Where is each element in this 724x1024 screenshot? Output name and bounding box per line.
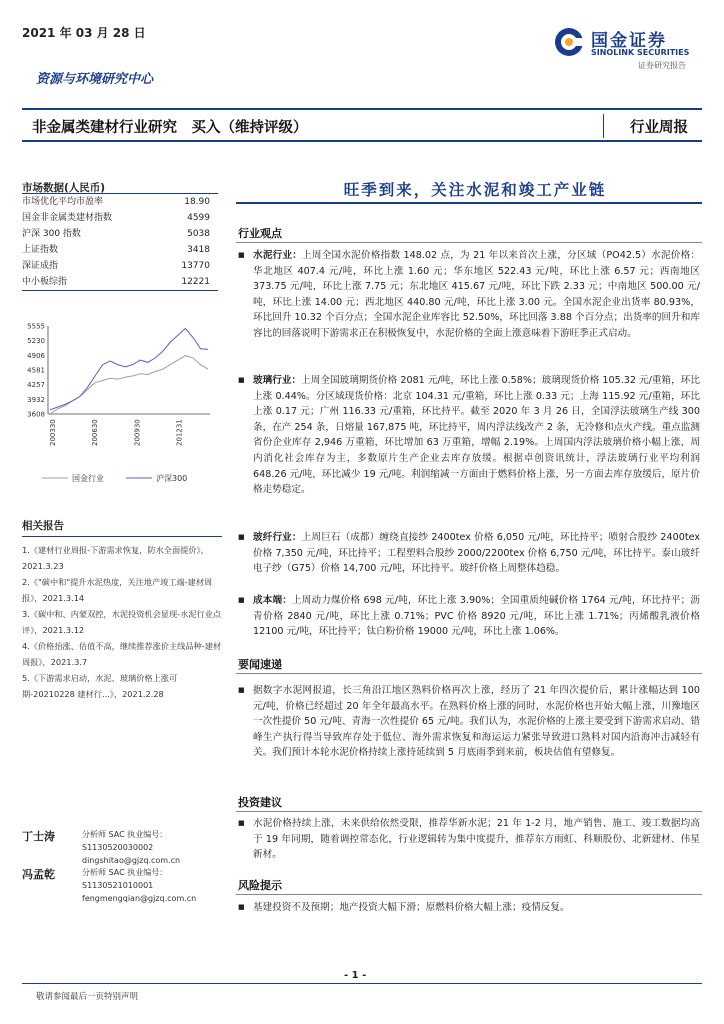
section-industry-view: 行业观点	[238, 227, 282, 240]
logo-mark-icon	[553, 26, 585, 58]
report-date: 2021 年 03 月 28 日	[22, 26, 146, 40]
market-value: 3418	[187, 245, 210, 255]
market-row	[22, 226, 218, 242]
market-label: 国金非金属类建材指数	[22, 213, 113, 223]
market-row	[22, 242, 218, 258]
section-rule	[236, 242, 702, 243]
logo-chinese-name: 国金证券	[591, 31, 667, 51]
market-label: 市场优化平均市盈率	[22, 197, 104, 207]
y-tick-label: 4581	[27, 366, 45, 375]
bullet-icon: ■	[238, 686, 245, 694]
section-risk: 风险提示	[238, 879, 282, 892]
series-line-hs300	[50, 329, 208, 410]
header-divider	[603, 114, 604, 138]
bullet-icon: ■	[238, 251, 245, 259]
market-data-title: 市场数据(人民币)	[22, 182, 106, 194]
bullet-icon: ■	[238, 533, 245, 541]
paragraph-investment	[238, 816, 700, 863]
paragraph-body: 据数字水泥网报道，长三角沿江地区熟料价格再次上涨，经历了 21 年四次提价后，累计涨幅达到 100 元/吨，价格已经超过 20 年全年最高水平。在熟料价格上涨的同时，水泥价格也开始大幅上涨，川豫地区一次性提价 50 元/吨、青海一次性提价 65 元/吨。我们认为，水泥价格的上涨主要受到下游需求启动、错峰生产执行得当导致库存处于低位、海外需求恢复和海运运力紧张导致进口熟料对国内沿海冲击减轻有关。我们预计本轮水泥价格持续上涨持延续到 5 月底雨季到来前，板块估值有望修复。	[253, 685, 700, 759]
market-value: 18.90	[184, 197, 210, 207]
logo-english-name: SINOLINK SECURITIES	[591, 48, 690, 57]
company-logo	[553, 22, 703, 64]
y-tick-label: 4257	[27, 381, 45, 390]
market-label: 上证指数	[22, 245, 59, 255]
paragraph-body: 水泥价格持续上涨，未来供给依然受限，推荐华新水泥；21 年 1-2 月，地产销售、施工、竣工数据均高于 19 年同期，随着调控常态化，行业逻辑转为集中度提升，推荐东方雨虹、科顺股份、北新建材、伟星新材。	[253, 818, 700, 861]
paragraph-body: 上周全国玻璃期货价格 2081 元/吨，环比上涨 0.58%；玻璃现货价格 105.32 元/重箱，环比上涨 0.44%。分区域现货价格：北京 104.31 元/重箱，环比上涨 0.33 元；上海 115.92 元/重箱，环比上涨 0.17 元；广州 116.33 元/重箱，环比持平。截至 2020 年 3 月 26 日，全国浮法玻璃生产线 300 条，在产 254 条，日熔量 167,875 吨，环比持平，周内浮法线改产 2 条，无冷修和点火产线。重点监测省份企业库存 2,946 万重箱，环比增加 63 万重箱，增幅 2.19%。上周国内浮法玻璃价格小幅上涨，周内消化社会库存为主，多数原片生产企业去库存放缓。根据卓创资讯统计，浮法玻璃行业平均利润 648.26 元/吨，环比减少 19 元/吨。利润缩减一方面由于燃料价格上涨，另一方面去库存放缓后，原片价格走势稳定。	[253, 375, 701, 496]
paragraph-fiberglass	[238, 530, 700, 577]
footer-rule	[22, 983, 702, 984]
related-reports	[22, 518, 222, 702]
report-title: 非金属类建材行业研究 买入（维持评级）	[32, 120, 308, 136]
x-tick-label: 200930	[133, 419, 142, 446]
paragraph-body: 上周动力煤价格 698 元/吨，环比上涨 3.90%；全国重质纯碱价格 1764 元/吨，环比持平；沥青价格 2840 元/吨，环比上涨 0.71%；PVC 价格 8920 元/吨，环比上涨 1.71%；丙烯酸乳液价格 12100 元/吨，环比持平；钛白粉价格 19000 元/吨，环比上涨 1.06%。	[253, 595, 700, 638]
bullet-icon: ■	[238, 596, 245, 604]
market-value: 13770	[181, 261, 210, 271]
market-label: 深证成指	[22, 261, 59, 271]
section-investment: 投资建议	[238, 796, 282, 809]
related-reports-title: 相关报告	[22, 518, 222, 537]
section-news: 要闻速递	[238, 658, 282, 671]
analyst-name: 冯孟乾	[22, 868, 55, 881]
paragraph-lead: 水泥行业：	[253, 250, 303, 261]
market-value: 12221	[181, 277, 210, 287]
bullet-icon: ■	[238, 376, 245, 384]
legend-label-industry: 国金行业	[72, 474, 104, 483]
section-rule	[236, 811, 702, 812]
analyst-email[interactable]: dingshitao@gjzq.com.cn	[82, 856, 181, 865]
market-label: 沪深 300 指数	[22, 229, 81, 239]
analyst-email[interactable]: fengmengqian@gjzq.com.cn	[82, 894, 197, 903]
title-band	[22, 108, 702, 142]
related-report-item[interactable]: 4.《价格抬涨、估值不高，继续推荐涨价主线品种-建材周报》，2021.3.7	[22, 641, 222, 667]
headline-rule	[236, 202, 702, 204]
paragraph-body: 基建投资不及预期；地产投资大幅下滑；原燃料价格大幅上涨；疫情反复。	[253, 902, 570, 913]
page-number: - 1 -	[344, 970, 367, 981]
paragraph-cost	[238, 593, 700, 640]
market-row	[22, 210, 218, 226]
analyst-name: 丁士涛	[22, 830, 55, 843]
analyst-card	[22, 828, 232, 865]
y-tick-label: 3608	[27, 410, 45, 419]
section-rule	[236, 673, 702, 674]
market-value: 4599	[187, 213, 210, 223]
paragraph-news	[238, 683, 700, 761]
paragraph-risk	[238, 900, 700, 916]
paragraph-lead: 玻纤行业：	[253, 532, 302, 543]
analyst-license: 分析师 SAC 执业编号：S1130520030002	[82, 830, 168, 852]
related-report-item[interactable]: 2.《"碳中和"提升水泥热度，关注地产竣工端-建材周报》，2021.3.14	[22, 577, 213, 603]
market-data-table	[22, 193, 218, 291]
paragraph-body: 上周巨石（成都）缠绕直接纱 2400tex 价格 6,050 元/吨，环比持平；喷射合股纱 2400tex 价格 7,350 元/吨，环比持平；工程塑料合股纱 2000/2200tex 价格 6,750 元/吨，环比持平。泰山玻纤电子纱（G75）价格 14,700 元/吨，环比持平。玻纤价格上周整体趋稳。	[253, 532, 701, 575]
paragraph-glass	[238, 373, 700, 498]
analyst-license: 分析师 SAC 执业编号：S1130521010001	[82, 868, 168, 890]
market-row	[22, 194, 218, 210]
analyst-info	[82, 866, 232, 905]
main-headline: 旺季到来，关注水泥和竣工产业链	[343, 181, 607, 199]
paragraph-cement	[238, 248, 700, 342]
bullet-icon: ■	[238, 903, 245, 911]
report-type: 行业周报	[630, 120, 688, 136]
market-row	[22, 258, 218, 274]
market-label: 中小板综指	[22, 277, 68, 287]
paragraph-body: 上周全国水泥价格指数 148.02 点，为 21 年以来首次上涨，分区域（PO42.5）水泥价格：华北地区 407.4 元/吨，环比上涨 1.60 元；华东地区 522.43 元/吨，环比上涨 6.57 元；西南地区 373.75 元/吨，环比上涨 7.75 元；东北地区 415.67 元/吨，环比下跌 2.33 元；中南地区 500.00 元/吨，环比上涨 14.00 元；西北地区 440.80 元/吨，环比上涨 3.00 元。全国水泥企业出货率 80.93%，环比回升 10.32 个百分点；全国水泥企业库容比 52.50%，环比回落 3.88 个百分点；出货率的回升和库容比的回落说明下游需求正在积极恢复中，水泥价格的全面上涨意味着下游旺季正式启动。	[253, 250, 701, 339]
y-tick-label: 5230	[27, 337, 45, 346]
analyst-info	[82, 828, 232, 867]
paragraph-lead: 成本端：	[253, 595, 293, 606]
x-tick-label: 200630	[91, 419, 100, 446]
report-category: 证券研究报告	[638, 61, 686, 70]
section-rule	[236, 894, 702, 895]
related-report-item[interactable]: 5.《下游需求启动，水泥、玻璃价格上涨可期-20210228 建材行...》，2021.2.28	[22, 673, 178, 699]
market-row	[22, 274, 218, 290]
y-tick-label: 5555	[27, 322, 45, 331]
x-tick-label: 200330	[49, 419, 57, 446]
bullet-icon: ■	[238, 819, 245, 827]
analyst-card	[22, 866, 232, 903]
y-tick-label: 4906	[27, 351, 45, 360]
index-line-chart	[22, 318, 222, 493]
x-tick-label: 201231	[175, 419, 184, 446]
legend-label-hs300: 沪深300	[156, 474, 188, 483]
related-report-item[interactable]: 3.《碳中和、内蒙双控，水泥投资机会显现-水泥行业点评》，2021.3.12	[22, 609, 222, 635]
footer-disclaimer: 敬请参阅最后一页特别声明	[36, 992, 139, 1002]
research-center: 资源与环境研究中心	[36, 72, 154, 87]
y-tick-label: 3932	[27, 395, 45, 404]
series-line-industry	[50, 356, 208, 414]
paragraph-lead: 玻璃行业：	[253, 375, 302, 386]
market-value: 5038	[187, 229, 210, 239]
related-report-item[interactable]: 1.《建材行业周报-下游需求恢复，防水全面提价》，2021.3.23	[22, 545, 209, 571]
